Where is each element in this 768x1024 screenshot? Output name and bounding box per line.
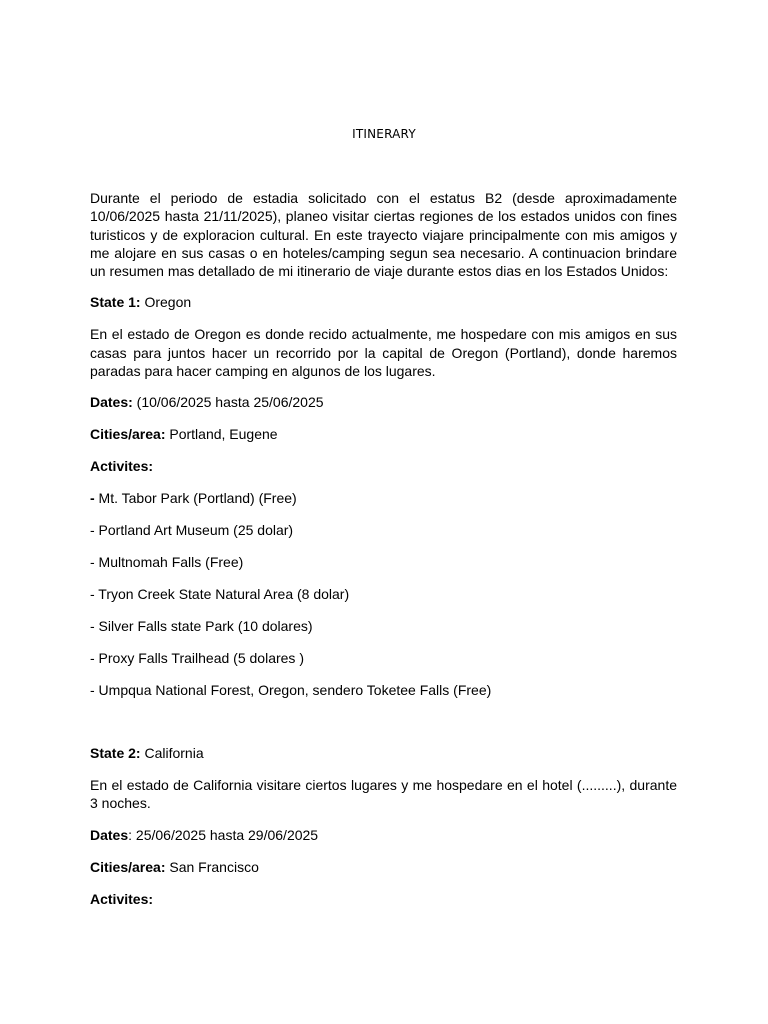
intro-paragraph: Durante el periodo de estadia solicitado con el estatus B2 (desde aproximadamente 10/06/2025 hasta 21/11/2025), planeo visitar ciertas regiones de los estados unidos con fines turisticos y de exploracion cultural. En este trayecto viajare principalmente con mis amigos y me alojare en sus casas o en hoteles/camping segun sea necesario. A continuacion brindare un resumen mas detallado de mi itinerario de viaje durante estos dias en los Estados Unidos:: [90, 190, 677, 280]
list-dash: -: [90, 682, 95, 699]
list-item: [90, 521, 677, 539]
activity-text: Multnomah Falls (Free): [94, 554, 244, 571]
list-item: [90, 585, 677, 603]
state-label: State 1:: [90, 294, 141, 311]
dates-label: Dates:: [90, 394, 133, 411]
state-2-cities: [90, 858, 677, 876]
list-dash: -: [90, 618, 95, 635]
list-item: [90, 617, 677, 635]
list-dash: -: [90, 490, 95, 507]
state-1-cities: [90, 425, 677, 443]
state-1-heading: [90, 293, 677, 311]
state-2-description: En el estado de California visitare ciertos lugares y me hospedare en el hotel (.........), durante 3 noches.: [90, 777, 677, 812]
activity-text: Tryon Creek State Natural Area (8 dolar): [94, 586, 350, 603]
document-title: ITINERARY: [352, 127, 416, 141]
activities-label: Activites:: [90, 458, 154, 475]
cities-label: Cities/area:: [90, 858, 166, 875]
dates-value: (10/06/2025 hasta 25/06/2025: [132, 394, 324, 411]
list-item: [90, 553, 677, 571]
cities-value: San Francisco: [165, 858, 259, 875]
list-item: [90, 681, 677, 699]
activity-text: Mt. Tabor Park (Portland) (Free): [94, 490, 297, 507]
activity-text: Umpqua National Forest, Oregon, sendero Toketee Falls (Free): [94, 682, 492, 699]
state-label: State 2:: [90, 745, 141, 762]
activity-text: Silver Falls state Park (10 dolares): [94, 618, 313, 635]
state-1-description: En el estado de Oregon es donde recido actualmente, me hospedare con mis amigos en sus casas para juntos hacer un recorrido por la capital de Oregon (Portland), donde haremos paradas para hacer camping en algunos de los lugares.: [90, 326, 677, 380]
state-1-dates: [90, 393, 677, 411]
section-spacer: [90, 713, 677, 744]
cities-value: Portland, Eugene: [165, 426, 278, 443]
state-1-activities-list: [90, 489, 677, 699]
list-item: [90, 489, 677, 507]
list-dash: -: [90, 586, 95, 603]
activity-text: Proxy Falls Trailhead (5 dolares ): [94, 650, 304, 667]
state-2-activities-heading: [90, 890, 677, 908]
state-2-heading: [90, 744, 677, 762]
state-name: California: [140, 745, 204, 762]
cities-label: Cities/area:: [90, 426, 166, 443]
list-item: [90, 649, 677, 667]
dates-value: : 25/06/2025 hasta 29/06/2025: [128, 826, 319, 843]
dates-label: Dates: [90, 826, 129, 843]
state-name: Oregon: [140, 294, 192, 311]
list-dash: -: [90, 650, 95, 667]
state-2-dates: [90, 826, 677, 844]
activities-label: Activites:: [90, 890, 154, 907]
document-body: [90, 189, 677, 922]
state-1-activities-heading: [90, 457, 677, 475]
list-dash: -: [90, 522, 95, 539]
list-dash: -: [90, 554, 95, 571]
activity-text: Portland Art Museum (25 dolar): [94, 522, 294, 539]
